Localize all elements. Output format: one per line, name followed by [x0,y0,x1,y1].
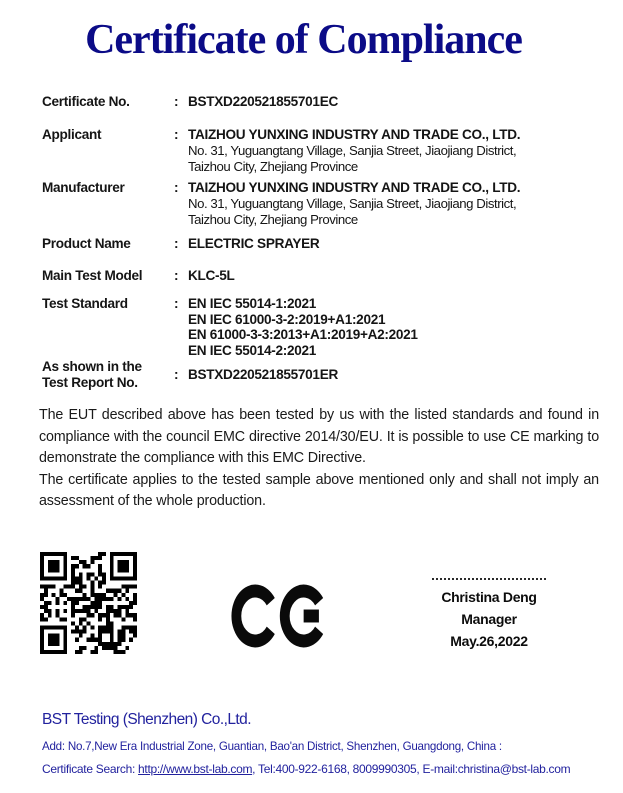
field-certificate-no [42,94,587,110]
compliance-statement [39,405,599,513]
test-standard-line: EN 61000-3-3:2013+A1:2019+A2:2021 [188,327,418,342]
applicant-name: TAIZHOU YUNXING INDUSTRY AND TRADE CO., LTD. [188,127,521,142]
product-name: ELECTRIC SPRAYER [188,236,320,251]
field-colon: : [174,236,179,251]
certificate-number: BSTXD220521855701EC [188,94,338,109]
field-colon: : [174,180,179,195]
signature-dotted-line [432,578,546,580]
signer-name: Christina Deng [441,589,537,605]
applicant-address-line2: Taizhou City, Zhejiang Province [188,158,358,174]
certificate-search-line [42,762,603,777]
field-colon: : [174,268,179,283]
field-colon: : [174,127,179,142]
field-label: Product Name [42,236,131,251]
statement-paragraph-1: The EUT described above has been tested by us with the listed standards and found in compliance with the council EMC directive 2014/30/EU. It is possible to use CE marking to demonstrate the compliance with this EMC Directive. [39,407,599,467]
field-applicant [42,127,587,174]
signature-block [416,578,562,652]
certificate-fields [42,88,587,391]
field-label: Applicant [42,127,102,142]
field-test-report-no [42,359,587,391]
field-label: Certificate No. [42,94,130,109]
signer-title: Manager [461,611,517,627]
field-manufacturer [42,180,587,227]
field-colon: : [174,367,179,382]
field-main-test-model [42,268,587,284]
field-label-line1: As shown in the [42,359,142,374]
field-colon: : [174,94,179,109]
field-test-standard [42,296,587,358]
field-colon: : [174,296,179,311]
lab-address: Add: No.7,New Era Industrial Zone, Guantian, Bao'an District, Shenzhen, Guangdong, China : [42,740,502,753]
applicant-address-line1: No. 31, Yuguangtang Village, Sanjia Street, Jiaojiang District, [188,143,517,158]
qr-code-icon [40,552,137,654]
ce-mark-icon [228,580,328,652]
test-report-number: BSTXD220521855701ER [188,367,338,382]
manufacturer-name: TAIZHOU YUNXING INDUSTRY AND TRADE CO., LTD. [188,180,521,195]
footer [42,710,603,777]
field-product-name [42,236,587,252]
manufacturer-address-line1: No. 31, Yuguangtang Village, Sanjia Street, Jiaojiang District, [188,196,517,211]
manufacturer-address-line2: Taizhou City, Zhejiang Province [188,211,358,227]
model-number: KLC-5L [188,268,235,283]
lab-website-link[interactable]: http://www.bst-lab.com [138,762,253,776]
test-standard-line: EN IEC 61000-3-2:2019+A1:2021 [188,311,386,327]
contact-details: , Tel:400-922-6168, 8009990305, E-mail:christina@bst-lab.com [252,762,571,776]
certificate-search-label: Certificate Search: [42,762,139,776]
test-standard-line: EN IEC 55014-1:2021 [188,296,317,311]
field-label: Manufacturer [42,180,125,195]
signature-date: May.26,2022 [450,633,528,649]
statement-paragraph-2: The certificate applies to the tested sample above mentioned only and shall not imply an assessment of the whole production. [39,471,599,510]
field-label-line2: Test Report No. [42,375,138,390]
lab-company-name: BST Testing (Shenzhen) Co.,Ltd. [42,711,251,728]
field-label: Test Standard [42,296,128,311]
field-label: Main Test Model [42,268,143,283]
test-standard-line: EN IEC 55014-2:2021 [188,342,317,358]
page-title: Certificate of Compliance [85,17,522,63]
